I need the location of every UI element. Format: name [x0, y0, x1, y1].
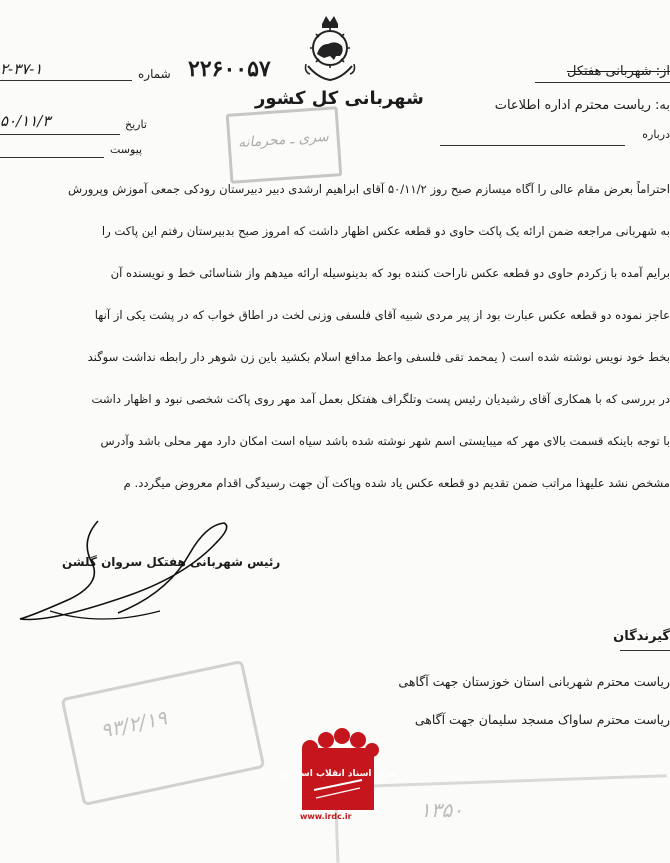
subject-underline — [440, 145, 625, 146]
body-line-3: برایم آمده با زکردم حاوی دو قطعه عکس ناراحت کننده بود که بدینوسیله ارائه میدهم واز شناسائی خط و نویسنده آن — [110, 266, 670, 280]
classification-stamp-text: سری ـ محرمانه — [237, 128, 330, 152]
number-label: شماره — [138, 67, 171, 81]
body-line-1: احتراماً بعرض مقام عالی را آگاه میسازم صبح روز ۵۰/۱۱/۲ آقای ابراهیم ارشدی دبیر دبیرستان رودکی جمعی آموزش وپرورش — [67, 182, 670, 196]
signatory-line: رئیس شهربانی هفتکل سروان گلشن — [62, 555, 281, 569]
svg-text:مرکز اسناد انقلاب اسلامی: مرکز اسناد انقلاب اسلامی — [279, 769, 397, 779]
body-line-4: عاجز نموده دو قطعه عکس عبارت بود از پیر مردی شبیه آقای فلسفی وزنی لخت در اطاق خواب که در پشت یکی از آنها — [94, 308, 670, 322]
body-line-6: در بررسی که با همکاری آقای رشیدیان رئیس پست وتلگراف هفتکل بعمل آمد مهر روی پاکت شخصی نبود و اظهار داشت — [91, 392, 670, 406]
logo-url: www.irdc.ir — [300, 812, 352, 821]
attachment-label: پیوست — [110, 143, 143, 156]
body-line-7: با توجه باینکه قسمت بالای مهر که میبایستی اسم شهر نوشته شده باشد سیاه است امکان دارد مهر محلی باشد وآدرس — [100, 434, 670, 448]
archive-stamp-text: ۹۳/۲/۱۹ — [98, 705, 169, 743]
bottom-stamp — [334, 774, 669, 863]
archive-stamp — [61, 660, 266, 806]
body-line-8: مشخص نشد علیهذا مراتب ضمن تقدیم دو قطعه عکس یاد شده وپاکت آن جهت رسیدگی اقدام معروض میگردد. م — [123, 476, 670, 490]
letter-number: ۲۲۶۰۰۵۷ — [188, 56, 271, 82]
bottom-stamp-text: ۱۳۵۰ — [420, 798, 463, 822]
subject-label: درباره — [642, 128, 670, 141]
classification-number: ۲-۳۷-۱ — [0, 60, 43, 78]
recipient-item: ریاست محترم ساواک مسجد سلیمان جهت آگاهی — [414, 712, 670, 727]
date-underline — [0, 134, 120, 135]
letter-date: ۵۰/۱۱/۳ — [0, 112, 51, 130]
handwritten-signature — [10, 515, 240, 630]
recipient-item: ریاست محترم شهربانی استان خوزستان جهت آگاهی — [398, 674, 670, 689]
irdc-logo-icon — [279, 726, 397, 814]
issuer-title: شهربانی کل کشور — [255, 88, 424, 109]
number-underline — [0, 80, 132, 81]
date-label: تاریخ — [125, 118, 147, 131]
body-line-5: بخط خود نویس نوشته شده است ( یمحمد تقی فلسفی واعظ مدافع اسلام بکشید باین زن شوهر دار رابطه نداشت سوگند — [87, 350, 670, 364]
from-line: از: شهربانی هفتکل — [566, 64, 670, 79]
body-line-2: به شهربانی مراجعه ضمن ارائه یک پاکت حاوی دو قطعه عکس اظهار داشت که امروز صبح بدبیرستان رفتم این پاکت را — [101, 224, 670, 238]
attachment-underline — [0, 157, 104, 158]
lion-and-sun-emblem-icon — [300, 14, 360, 84]
to-line: به: ریاست محترم اداره اطلاعات — [494, 98, 670, 113]
recipients-heading: گیرندگان — [613, 629, 670, 644]
from-underline — [535, 82, 670, 83]
recipients-underline — [620, 650, 670, 651]
